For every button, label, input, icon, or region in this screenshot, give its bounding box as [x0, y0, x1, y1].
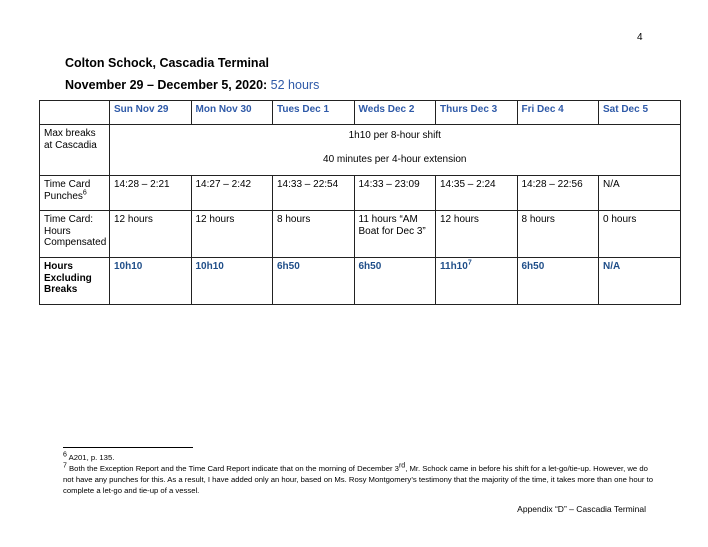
row-label: Hours Excluding Breaks — [40, 258, 110, 305]
table-row — [40, 125, 681, 176]
table-cell: 14:33 – 23:09 — [354, 176, 436, 211]
table-cell: 8 hours — [273, 211, 355, 258]
table-cell: $11h10^7$ — [436, 258, 518, 305]
row-label: Max breaks at Cascadia — [40, 125, 110, 176]
row-label: Time Card Punches$^6$ — [40, 176, 110, 211]
table-row — [40, 176, 681, 211]
header-cell: Fri Dec 4 — [517, 101, 599, 125]
footnote-divider — [63, 447, 193, 448]
document-title: Colton Schock, Cascadia Terminal — [65, 56, 269, 70]
table-row — [40, 258, 681, 305]
table-cell: 6h50 — [517, 258, 599, 305]
table-cell: 10h10 — [110, 258, 192, 305]
page-footer: Appendix “D” – Cascadia Terminal — [517, 504, 646, 514]
header-cell: Tues Dec 1 — [273, 101, 355, 125]
footnote: $^7$ Both the Exception Report and the Time Card Report indicate that on the morning of December 3rd, Mr. Schock came in before his shift for a let-go/tie-up. However, we do not have any punches for this. As a result, I have added only an hour, based on Ms. Rosy Montgomery’s testimony that the majority of the time, it takes more than one hour to complete a let-go and tie-up of a vessel. — [63, 462, 653, 495]
header-cell: Weds Dec 2 — [354, 101, 436, 125]
table-cell: 10h10 — [191, 258, 273, 305]
table-cell: 8 hours — [517, 211, 599, 258]
table-cell: 14:28 – 2:21 — [110, 176, 192, 211]
footnotes — [63, 452, 653, 496]
document-subtitle — [65, 78, 319, 92]
header-cell: Sun Nov 29 — [110, 101, 192, 125]
table-cell: N/A — [599, 176, 681, 211]
table-cell: 14:35 – 2:24 — [436, 176, 518, 211]
table-cell: 0 hours — [599, 211, 681, 258]
table-cell: 6h50 — [273, 258, 355, 305]
total-hours: 52 hours — [270, 78, 320, 92]
max-breaks-cell — [110, 125, 681, 176]
table-cell: 12 hours — [110, 211, 192, 258]
header-cell: Thurs Dec 3 — [436, 101, 518, 125]
table-cell: 11 hours “AM Boat for Dec 3” — [354, 211, 436, 258]
max-breaks-line: 1h10 per 8-hour shift — [348, 130, 441, 141]
header-row — [40, 101, 681, 125]
max-breaks-line: 40 minutes per 4-hour extension — [323, 153, 467, 165]
header-cell: Mon Nov 30 — [191, 101, 273, 125]
schedule-table — [39, 100, 681, 305]
footnote: $^6$ A201, p. 135. — [63, 451, 115, 462]
table-cell: 12 hours — [191, 211, 273, 258]
header-cell: Sat Dec 5 — [599, 101, 681, 125]
table-cell: 14:27 – 2:42 — [191, 176, 273, 211]
page-number: 4 — [637, 32, 643, 43]
date-range: November 29 – December 5, 2020: — [65, 78, 271, 92]
table-cell: 12 hours — [436, 211, 518, 258]
table-cell: 6h50 — [354, 258, 436, 305]
footnote-ref: 6 — [82, 189, 87, 197]
table-row — [40, 211, 681, 258]
table-cell: 14:28 – 22:56 — [517, 176, 599, 211]
row-label: Time Card: Hours Compensated — [40, 211, 110, 258]
header-cell — [40, 101, 110, 125]
footnote-ref: 7 — [467, 259, 472, 267]
table-cell: N/A — [599, 258, 681, 305]
table-cell: 14:33 – 22:54 — [273, 176, 355, 211]
